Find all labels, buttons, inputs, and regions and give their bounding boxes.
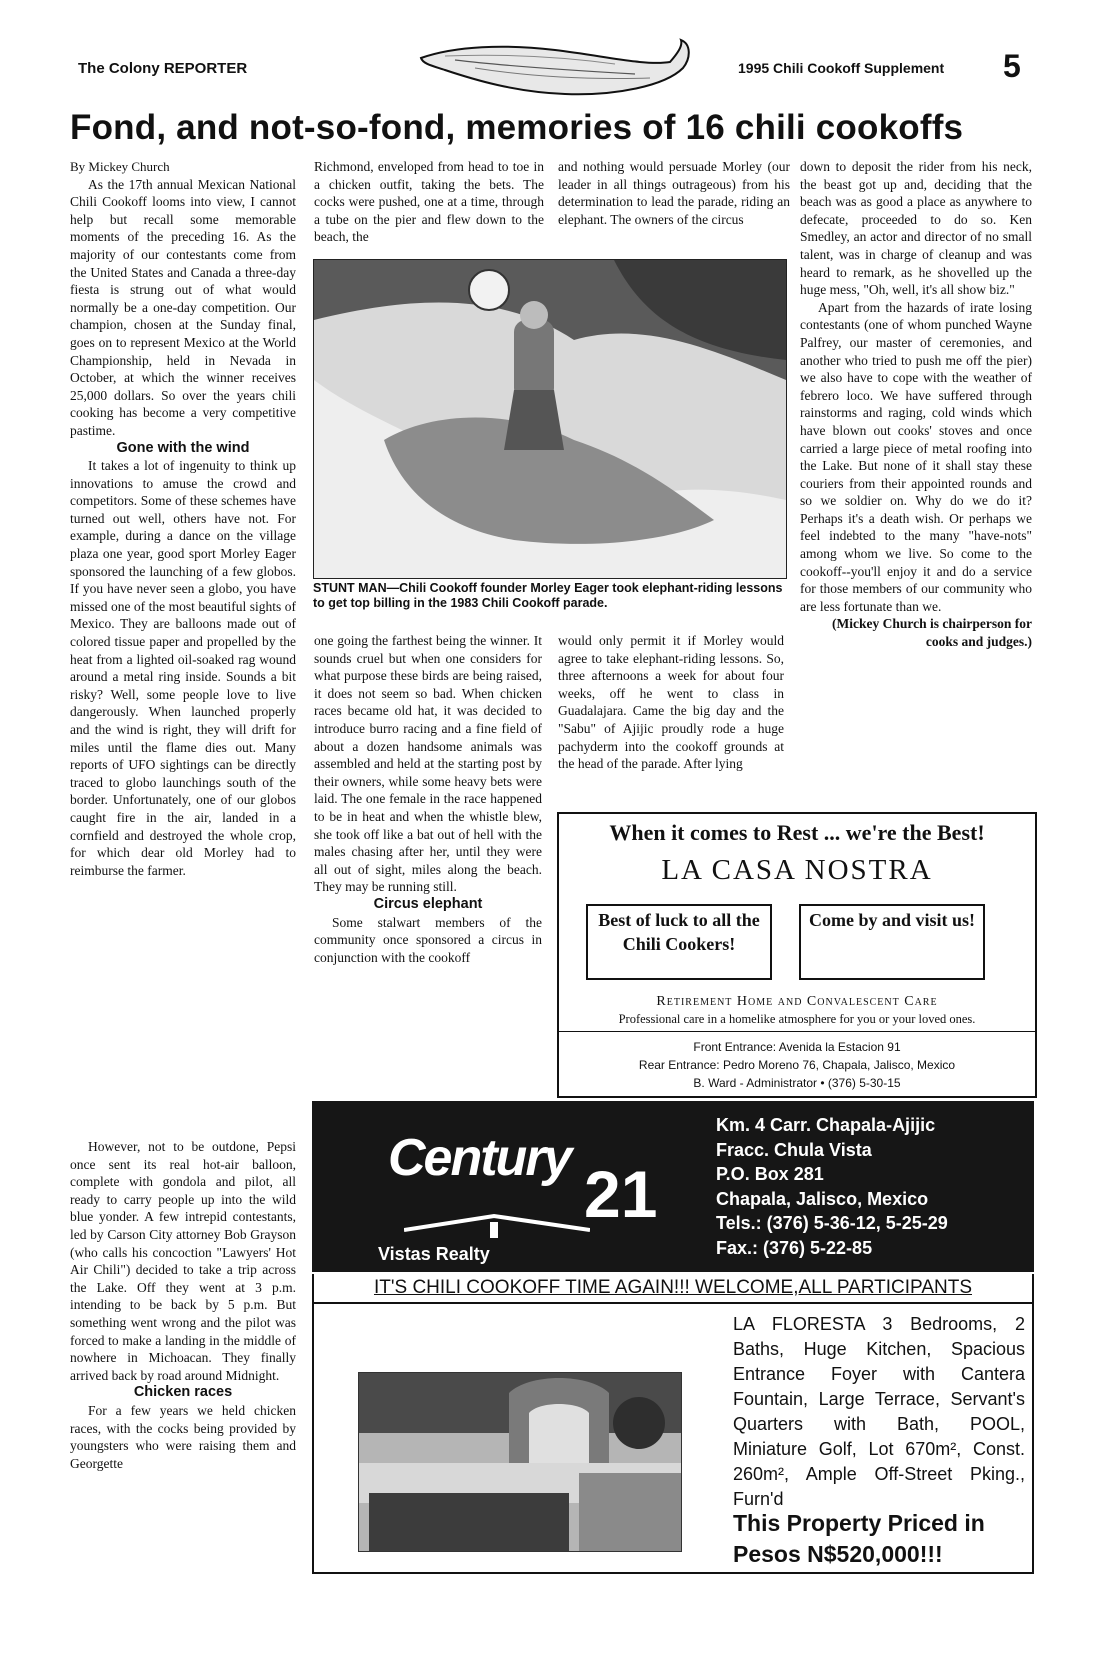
listing-description: LA FLORESTA 3 Bedrooms, 2 Baths, Huge Kitchen, Spacious Entrance Foyer with Cantera Fountain, Large Terrace, Servant's Quarters with Bath, POOL, Miniature Golf, Lot 670m², Const. 260m², Ample Off-Street Pking., Furn'd	[733, 1314, 1025, 1509]
paragraph: and nothing would persuade Morley (our leader in all things outrageous) from his determination to lead the parade, riding an elephant. The owners of the circus	[558, 159, 790, 227]
ad-subtitle: Retirement Home and Convalescent Care	[656, 994, 938, 1009]
article-column-2-top	[314, 158, 544, 246]
publication-name: The Colony REPORTER	[78, 60, 248, 77]
century21-logo-number: 21	[584, 1157, 658, 1231]
paragraph: However, not to be outdone, Pepsi once sent its real hot-air balloon, complete with gondola and pilot, all ready to carry people up into the wild blue yonder. A few intrepid contestants, led by Carson City attorney Bob Grayson (who calls his concoction "Lawyers' Hot Air Chili") decided to take a trip across the Lake. Off they went at 3 p.m. intending to be back by 5 p.m. But something went wrong and the pilot was forced to make a landing in the middle of nowhere in Michoacan. They finally arrived back by road around Midnight.	[70, 1139, 296, 1383]
paragraph: down to deposit the rider from his neck, the beast got up and, deciding that the beach was as good a place as anywhere to defecate, proceeded to do so. Ken Smedley, an actor and director of no small talent, was in charge of cleanup and was heard to remark, as he shovelled up the huge mess, "Oh, well, it's all show biz."	[800, 159, 1032, 298]
ad-administrator: B. Ward - Administrator • (376) 5-30-15	[693, 1076, 901, 1090]
paragraph: Richmond, enveloped from head to toe in a chicken outfit, taking the bets. The cocks were pushed, one at a time, through a tube on the pier and flew down to the beach, the	[314, 159, 544, 245]
paragraph: one going the farthest being the winner. It sounds cruel but when one considers for what purpose these birds are being raised, it does not seem so bad. When chicken races became old hat, it was decided to introduce burro racing and a fine field of about a dozen handsome animals was assembled and held at the starting post by their owners, while some heavy bets were laid. The one female in the race happened to be in heat and when the whistle blew, she took off like a bat out of hell with the males chasing after her, until they were all out of sight, miles along the beach. They may be running still.	[314, 633, 542, 895]
la-casa-nostra-ad	[557, 812, 1037, 1098]
century21-contact-info	[716, 1113, 948, 1260]
byline: By Mickey Church	[70, 159, 170, 174]
la-floresta-property-photo	[358, 1372, 682, 1552]
ad-tagline: When it comes to Rest ... we're the Best!	[609, 820, 985, 845]
headline: Fond, and not-so-fond, memories of 16 chili cookoffs	[70, 108, 964, 147]
author-credit: (Mickey Church is chairperson for cooks and judges.)	[832, 616, 1032, 650]
photo-caption: STUNT MAN—Chili Cookoff founder Morley Eager took elephant-riding lessons to get top billing in the 1983 Chili Cookoff parade.	[313, 581, 783, 610]
ad-box-come-by: Come by and visit us!	[799, 904, 985, 980]
ad-box-best-of-luck: Best of luck to all the Chili Cookers!	[586, 904, 772, 980]
paragraph: It takes a lot of ingenuity to think up innovations to amuse the crowd and competitors. Some of these schemes have turned out well, others have not. For example, during a dance on the village plaza one year, good sport Morley Eager sponsored the launching of a few globos. If you have never seen a globo, you have missed one of the most beautiful sights of Mexico. They are balloons made out of colored tissue paper and propelled by the heat from a lighted oil-soaked rag wound around a metal ring inside. Sounds a bit risky? Well, some people love to live dangerously. When launched properly and the wind is right, they will drift for miles until the flame dies out. Many reports of UFO sightings can be directly traced to globo launchings south of the border. Unfortunately, one of our globos caught fire in the air, landed in a cornfield and destroyed the whole crop, for which dear old Morley had to reimburse the farmer.	[70, 458, 296, 878]
chili-pepper-illustration	[415, 36, 707, 106]
fax: Fax.: (376) 5-22-85	[716, 1237, 873, 1258]
subhead-circus-elephant: Circus elephant	[373, 895, 483, 912]
century21-house-logo-icon	[404, 1212, 590, 1238]
century21-office-name: Vistas Realty	[378, 1244, 490, 1264]
article-column-2	[314, 632, 542, 966]
paragraph: Some stalwart members of the community once sponsored a circus in conjunction with the cookoff	[314, 914, 542, 965]
article-column-4	[800, 158, 1032, 651]
paragraph: would only permit it if Morley would agree to take elephant-riding lessons. So, three afternoons a week for about four weeks, off he went to class in Guadalajara. Came the big day and the "Sabu" of Ajijic proudly rode a huge pachyderm into the cookoff grounds at the head of the parade. After lying	[558, 633, 784, 772]
century21-logo-text: Century	[388, 1129, 571, 1187]
telephone: Tels.: (376) 5-36-12, 5-25-29	[716, 1213, 948, 1233]
address-line: Chapala, Jalisco, Mexico	[716, 1188, 929, 1209]
address-line: Fracc. Chula Vista	[716, 1139, 872, 1160]
subhead-gone-with-the-wind: Gone with the wind	[116, 439, 250, 456]
article-column-3-top	[558, 158, 790, 228]
paragraph: For a few years we held chicken races, with the cocks being provided by youngsters who were raising them and Georgette	[70, 1402, 296, 1471]
article-column-1-continued	[70, 1138, 296, 1472]
page-number: 5	[1003, 48, 1021, 84]
paragraph: As the 17th annual Mexican National Chili Cookoff looms into view, I cannot help but recall some memorable moments of the preceding 16. As the majority of our contestants come from the United States and Canada a three-day fiesta is strung out of what would normally be a one-day competition. Our champion, chosen at the Sunday final, goes on to represent Mexico at the World Championship, held in Nevada in October, at which the winner receives 25,000 dollars. So over the years chili cooking has become a very competitive pastime.	[70, 176, 296, 438]
address-line: P.O. Box 281	[716, 1164, 824, 1184]
ad-divider	[559, 1031, 1035, 1032]
address-line: Km. 4 Carr. Chapala-Ajijic	[716, 1115, 936, 1135]
ad-business-name: LA CASA NOSTRA	[661, 854, 933, 886]
subhead-chicken-races: Chicken races	[133, 1384, 233, 1401]
ad-description: Professional care in a homelike atmosphere for you or your loved ones.	[618, 1012, 976, 1026]
welcome-banner: IT'S CHILI COOKOFF TIME AGAIN!!! WELCOME,ALL PARTICIPANTS	[312, 1274, 1034, 1304]
article-column-1	[70, 158, 296, 879]
elephant-rider-photo	[313, 259, 787, 579]
supplement-title: 1995 Chili Cookoff Supplement	[738, 60, 945, 76]
article-column-3	[558, 632, 784, 773]
ad-rear-entrance: Rear Entrance: Pedro Moreno 76, Chapala, Jalisco, Mexico	[638, 1058, 956, 1072]
listing-price: This Property Priced in Pesos N$520,000!!!	[733, 1510, 985, 1567]
ad-front-entrance: Front Entrance: Avenida la Estacion 91	[693, 1040, 901, 1054]
paragraph: Apart from the hazards of irate losing contestants (one of whom punched Wayne Palfrey, our master of ceremonies, and another who tried to push me off the pier) we also have to cope with the weather of febrero loco. We have suffered through rainstorms and raging, cold winds which have blown out cooks' stoves and once carried a large piece of metal roofing into the Lake. But none of it shall stay these couriers from their appointed rounds and so we soldier on. Why do we do it? Perhaps it's a death wish. Or perhaps we feel indebted to the many "have-nots" among whom we live. So come to the cookoff--you'll enjoy it and do a service for those members of our community who are less fortunate than we.	[800, 299, 1032, 614]
